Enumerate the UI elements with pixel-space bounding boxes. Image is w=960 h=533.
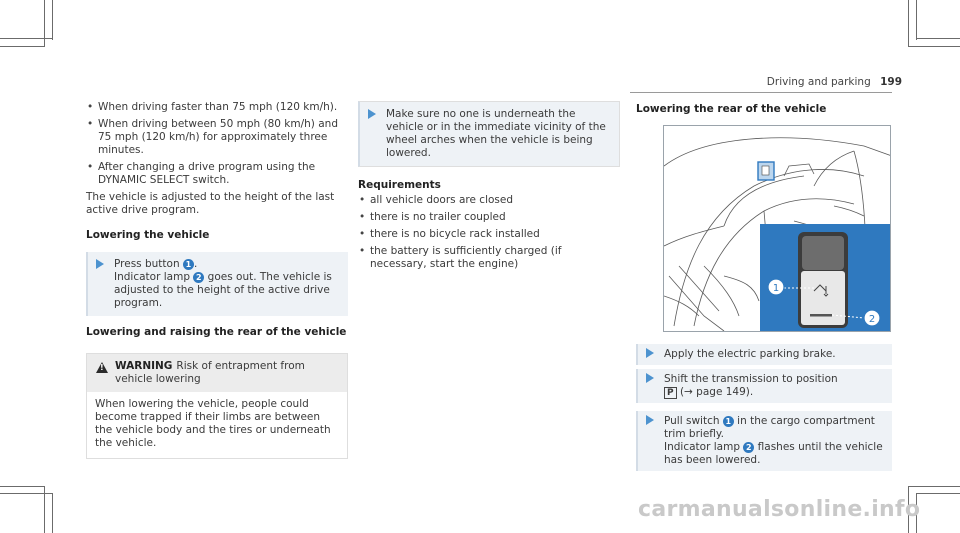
crop-mark xyxy=(916,38,960,39)
gear-p-symbol: P xyxy=(664,387,677,399)
instruction-step: Pull switch 1 in the cargo compartment trim briefly. Indicator lamp 2 flashes until the vehicle has been lowered. xyxy=(636,411,892,471)
column-middle xyxy=(358,101,620,275)
step-arrow-icon xyxy=(646,348,654,358)
crop-mark xyxy=(0,493,53,494)
header-rule xyxy=(630,92,892,93)
list-item: • all vehicle doors are closed xyxy=(358,194,620,207)
section-title: Driving and parking xyxy=(766,76,871,88)
callout-2-icon: 2 xyxy=(743,442,754,453)
instruction-step: Make sure no one is underneath the vehicle or in the immediate vicinity of the wheel arches when the vehicle is being lowered. xyxy=(358,101,620,167)
instruction-step: Shift the transmission to position P (→ page 149). xyxy=(636,369,892,403)
warning-header xyxy=(87,354,347,392)
callout-1-icon: 1 xyxy=(723,416,734,427)
cargo-compartment-image xyxy=(664,126,891,332)
running-header xyxy=(767,76,902,89)
body-paragraph: The vehicle is adjusted to the height of the last active drive program. xyxy=(86,191,335,216)
svg-text:1: 1 xyxy=(772,283,780,294)
step-arrow-icon xyxy=(646,415,654,425)
step-arrow-icon xyxy=(368,109,376,119)
svg-text:2: 2 xyxy=(868,314,876,325)
warning-triangle-icon xyxy=(96,362,108,373)
crop-mark xyxy=(916,493,960,494)
list-item: • After changing a drive program using the DYNAMIC SELECT switch. xyxy=(86,161,348,187)
condition-list xyxy=(86,101,348,187)
requirements-heading: Requirements xyxy=(358,179,441,191)
warning-title: WARNING xyxy=(115,360,173,372)
crop-mark xyxy=(0,486,45,487)
page-number: 199 xyxy=(880,76,902,88)
callout-1-icon: 1 xyxy=(183,259,194,270)
warning-body: When lowering the vehicle, people could become trapped if their limbs are between the vehicle body and the tires or underneath the vehicle. xyxy=(95,398,331,449)
watermark: carmanualsonline.info xyxy=(638,497,921,522)
column-right xyxy=(636,103,892,116)
crop-mark xyxy=(908,46,960,47)
instruction-step: Apply the electric parking brake. xyxy=(636,344,892,365)
warning-box xyxy=(86,353,348,459)
column-right-steps xyxy=(636,344,892,471)
list-item: • there is no bicycle rack installed xyxy=(358,228,620,241)
crop-mark xyxy=(916,0,917,40)
crop-mark xyxy=(52,493,53,533)
list-item: • the battery is sufficiently charged (if necessary, start the engine) xyxy=(358,245,620,271)
column-left xyxy=(86,101,348,459)
warning-headline: Risk of entrapment from vehicle lowering xyxy=(115,360,305,385)
step-arrow-icon xyxy=(96,259,104,269)
requirements-list xyxy=(358,194,620,271)
instruction-step: Press button 1 . Indicator lamp 2 goes out. The vehicle is adjusted to the height of the active drive program. xyxy=(86,252,348,316)
list-item: • When driving faster than 75 mph (120 km/h). xyxy=(86,101,348,114)
step-arrow-icon xyxy=(646,373,654,383)
crop-mark xyxy=(908,0,909,47)
list-item: • there is no trailer coupled xyxy=(358,211,620,224)
crop-mark xyxy=(44,0,45,47)
heading-lowering-rear: Lowering the rear of the vehicle xyxy=(636,103,827,115)
heading-lowering-vehicle: Lowering the vehicle xyxy=(86,229,210,241)
crop-mark xyxy=(52,0,53,40)
crop-mark xyxy=(0,46,45,47)
heading-lowering-raising-rear: Lowering and raising the rear of the vehicle xyxy=(86,326,347,338)
list-item: • When driving between 50 mph (80 km/h) and 75 mph (120 km/h) for approximately three minutes. xyxy=(86,118,348,157)
crop-mark xyxy=(908,486,960,487)
crop-mark xyxy=(0,38,53,39)
cargo-compartment-illustration xyxy=(663,125,891,332)
callout-2-icon: 2 xyxy=(193,272,204,283)
